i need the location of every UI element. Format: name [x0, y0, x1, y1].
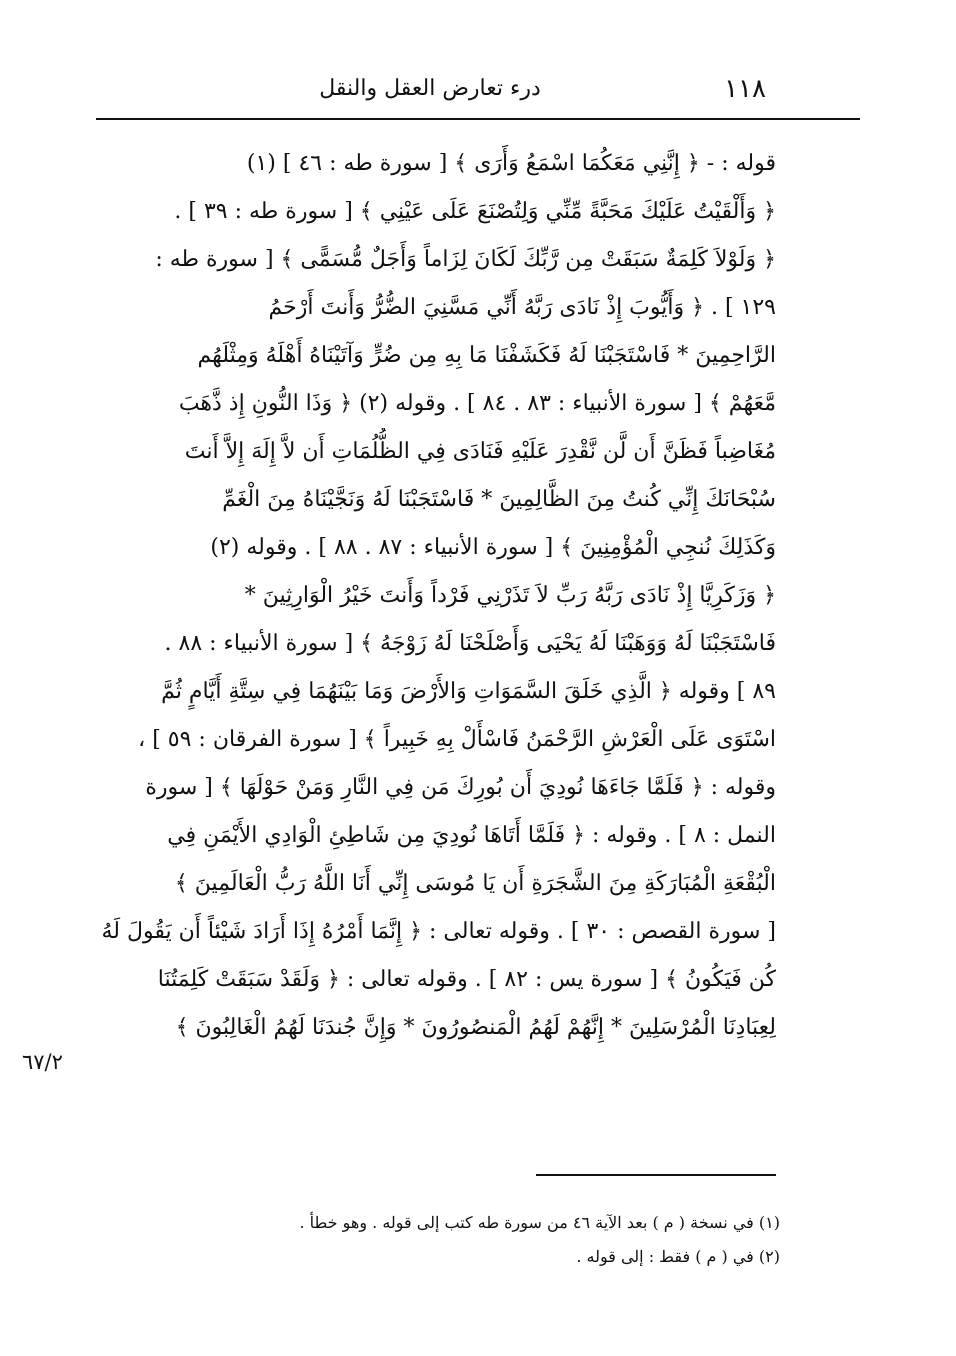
text-line: لِعِبَادِنَا الْمُرْسَلِينَ * إِنَّهُمْ لَهُمُ الْمَنصُورُونَ * وَإِنَّ جُندَنَا لَهُمُ الْغَالِبُونَ ﴾ [175, 1015, 776, 1040]
text-line: ﴿ وَلَوْلاَ كَلِمَةٌ سَبَقَتْ مِن رَّبِّكَ لَكَانَ لِزَاماً وَأَجَلٌ مُّسَمًّى ﴾ [ سورة طه : [155, 247, 776, 272]
margin-reference: ٦٧/٢ [22, 1050, 63, 1074]
text-line: النمل : ٨ ] . وقوله : ﴿ فَلَمَّا أَتَاهَا نُودِيَ مِن شَاطِئِ الْوَادِي الأَيْمَنِ فِي [167, 823, 776, 848]
main-text [96, 140, 776, 1052]
footnote: (٢) في ( م ) فقط : إلى قوله . [576, 1247, 780, 1266]
text-line: الْبُقْعَةِ الْمُبَارَكَةِ مِنَ الشَّجَرَةِ أَن يَا مُوسَى إِنِّي أَنَا اللَّهُ رَبُّ الْعَالَمِينَ ﴾ [174, 871, 776, 896]
page-number: ١١٨ [724, 74, 766, 104]
text-line: ٨٩ ] وقوله ﴿ الَّذِي خَلَقَ السَّمَوَاتِ وَالأَرْضَ وَمَا بَيْنَهُمَا فِي سِتَّةِ أَيَّامٍ ثُمَّ [161, 679, 776, 704]
header-rule [96, 118, 860, 120]
text-line: مُغَاضِباً فَظَنَّ أَن لَّن نَّقْدِرَ عَلَيْهِ فَنَادَى فِي الظُّلُمَاتِ أَن لاَّ إِلَهَ إِلاَّ أَنتَ [184, 439, 776, 464]
footnote: (١) في نسخة ( م ) بعد الآية ٤٦ من سورة طه كتب إلى قوله . وهو خطأ . [299, 1213, 780, 1232]
text-line: قوله : - ﴿ إِنَّنِي مَعَكُمَا اسْمَعُ وَأَرَى ﴾ [ سورة طه : ٤٦ ] (١) [246, 151, 776, 176]
text-line: [ سورة القصص : ٣٠ ] . وقوله تعالى : ﴿ إِنَّمَا أَمْرُهُ إِذَا أَرَادَ شَيْئاً أَن يَقُولَ لَهُ [101, 919, 776, 944]
text-line: الرَّاحِمِينَ * فَاسْتَجَبْنَا لَهُ فَكَشَفْنَا مَا بِهِ مِن ضُرٍّ وَآتَيْنَاهُ أَهْلَهُ وَمِثْلَهُم [197, 343, 776, 368]
text-line: فَاسْتَجَبْنَا لَهُ وَوَهَبْنَا لَهُ يَحْيَى وَأَصْلَحْنَا لَهُ زَوْجَهُ ﴾ [ سورة الأنبياء : ٨٨ . [164, 631, 776, 656]
running-title: درء تعارض العقل والنقل [319, 76, 541, 101]
text-line: وقوله : ﴿ فَلَمَّا جَاءَهَا نُودِيَ أَن بُورِكَ مَن فِي النَّارِ وَمَنْ حَوْلَهَا ﴾ [ سورة [145, 775, 776, 800]
text-line: وَكَذَلِكَ نُنجِي الْمُؤْمِنِينَ ﴾ [ سورة الأنبياء : ٨٧ . ٨٨ ] . وقوله (٢) [210, 535, 776, 560]
text-line: كُن فَيَكُونُ ﴾ [ سورة يس : ٨٢ ] . وقوله تعالى : ﴿ وَلَقَدْ سَبَقَتْ كَلِمَتُنَا [157, 967, 776, 992]
text-line: سُبْحَانَكَ إِنِّي كُنتُ مِنَ الظَّالِمِينَ * فَاسْتَجَبْنَا لَهُ وَنَجَّيْنَاهُ مِنَ الْغَمِّ [222, 487, 776, 512]
text-line: ﴿ وَأَلْقَيْتُ عَلَيْكَ مَحَبَّةً مِّنِّي وَلِتُصْنَعَ عَلَى عَيْنِي ﴾ [ سورة طه : ٣٩ ] . [174, 199, 776, 224]
footnote-rule [536, 1174, 776, 1176]
text-line: اسْتَوَى عَلَى الْعَرْشِ الرَّحْمَنُ فَاسْأَلْ بِهِ خَبِيراً ﴾ [ سورة الفرقان : ٥٩ ] ، [138, 727, 776, 752]
text-line: ﴿ وَزَكَرِيَّا إِذْ نَادَى رَبَّهُ رَبِّ لاَ تَذَرْنِي فَرْداً وَأَنتَ خَيْرُ الْوَارِثِينَ * [244, 583, 776, 608]
text-line: ١٢٩ ] . ﴿ وَأَيُّوبَ إِذْ نَادَى رَبَّهُ أَنِّي مَسَّنِيَ الضُّرُّ وَأَنتَ أَرْحَمُ [268, 295, 776, 320]
text-line: مَّعَهُمْ ﴾ [ سورة الأنبياء : ٨٣ . ٨٤ ] . وقوله (٢) ﴿ وَذَا النُّونِ إِذ ذَّهَبَ [178, 391, 776, 416]
footnotes [160, 1206, 780, 1274]
